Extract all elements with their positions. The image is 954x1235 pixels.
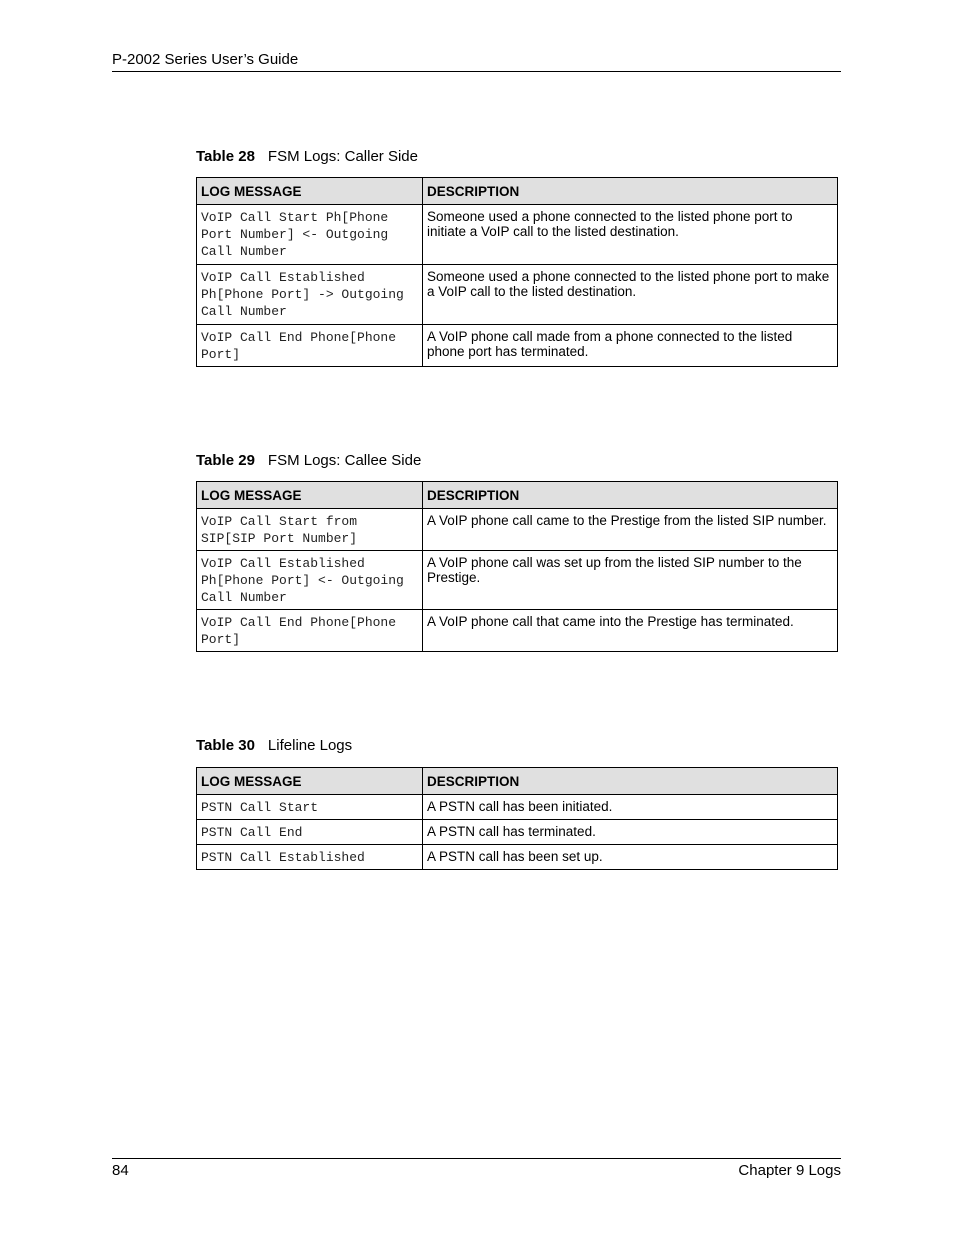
description-cell: A VoIP phone call came to the Prestige from the listed SIP number. <box>423 509 838 551</box>
table-row <box>197 265 838 325</box>
page-footer <box>112 1158 841 1180</box>
table-caption <box>196 737 352 755</box>
log-message-cell: PSTN Call Established <box>197 845 423 870</box>
page-number: 84 <box>112 1162 129 1179</box>
log-message-cell: VoIP Call End Phone[Phone Port] <box>197 610 423 652</box>
table-header-row <box>197 768 838 795</box>
column-header: DESCRIPTION <box>423 482 838 509</box>
log-message-cell: PSTN Call End <box>197 820 423 845</box>
table-header-row <box>197 482 838 509</box>
table-caption <box>196 452 421 470</box>
table-number: Table 29 <box>196 452 255 469</box>
table-title: Lifeline Logs <box>267 737 353 754</box>
table-row <box>197 795 838 820</box>
description-cell: Someone used a phone connected to the listed phone port to make a VoIP call to the listed destination. <box>423 265 838 325</box>
table-number: Table 30 <box>196 737 255 754</box>
description-cell: A PSTN call has terminated. <box>423 820 838 845</box>
log-message-cell: VoIP Call End Phone[Phone Port] <box>197 325 423 367</box>
page-header <box>112 51 841 72</box>
document-title: P-2002 Series User’s Guide <box>112 51 299 68</box>
column-header: LOG MESSAGE <box>197 482 423 509</box>
description-cell: A PSTN call has been set up. <box>423 845 838 870</box>
column-header: DESCRIPTION <box>423 768 838 795</box>
log-message-cell: VoIP Call Established Ph[Phone Port] -> Outgoing Call Number <box>197 265 423 325</box>
log-message-cell: VoIP Call Start Ph[Phone Port Number] <- Outgoing Call Number <box>197 205 423 265</box>
table-row <box>197 551 838 610</box>
table-row <box>197 845 838 870</box>
table-row <box>197 325 838 367</box>
table-title: FSM Logs: Callee Side <box>267 452 422 469</box>
table-row <box>197 205 838 265</box>
column-header: DESCRIPTION <box>423 178 838 205</box>
description-cell: A VoIP phone call that came into the Prestige has terminated. <box>423 610 838 652</box>
table-caption <box>196 148 418 166</box>
log-message-cell: VoIP Call Established Ph[Phone Port] <- Outgoing Call Number <box>197 551 423 610</box>
log-table <box>196 767 838 870</box>
table-header-row <box>197 178 838 205</box>
log-message-cell: PSTN Call Start <box>197 795 423 820</box>
chapter-label: Chapter 9 Logs <box>738 1162 841 1179</box>
column-header: LOG MESSAGE <box>197 178 423 205</box>
description-cell: A VoIP phone call made from a phone connected to the listed phone port has terminated. <box>423 325 838 367</box>
description-cell: Someone used a phone connected to the listed phone port to initiate a VoIP call to the listed destination. <box>423 205 838 265</box>
log-message-cell: VoIP Call Start from SIP[SIP Port Number] <box>197 509 423 551</box>
log-table <box>196 177 838 367</box>
description-cell: A VoIP phone call was set up from the listed SIP number to the Prestige. <box>423 551 838 610</box>
table-number: Table 28 <box>196 148 255 165</box>
description-cell: A PSTN call has been initiated. <box>423 795 838 820</box>
log-table <box>196 481 838 652</box>
table-row <box>197 820 838 845</box>
table-title: FSM Logs: Caller Side <box>267 148 418 165</box>
column-header: LOG MESSAGE <box>197 768 423 795</box>
table-row <box>197 509 838 551</box>
table-row <box>197 610 838 652</box>
